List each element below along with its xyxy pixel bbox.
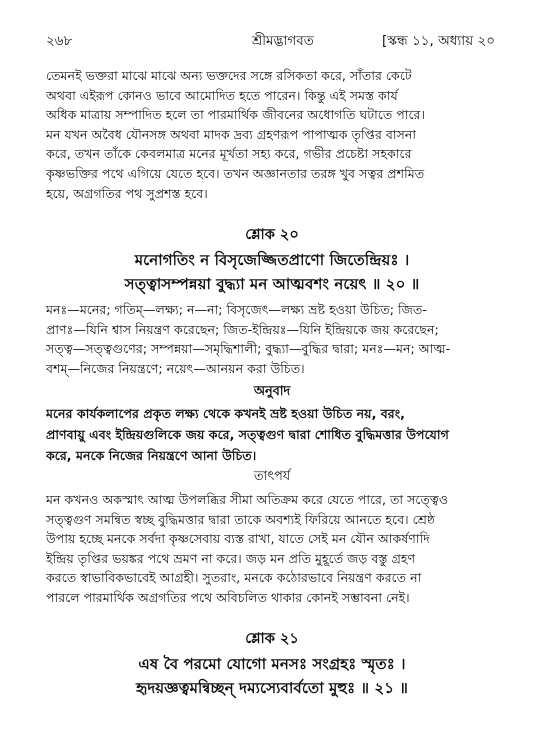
purport-line: সত্ত্বগুণ সমন্বিত স্বচ্ছ বুদ্ধিমত্তার দ্বারা তাকে অবশ্যই ফিরিয়ে আনতে হবে। শ্রেষ্ঠ	[46, 511, 436, 527]
text-line: করে, তখন তাঁকে কেবলমাত্র মনের মূর্খতা সহ্য করে, গভীর প্রচেষ্টা সহকারে	[46, 146, 412, 162]
translation-line: মনের কার্যকলাপের প্রকৃত লক্ষ্য থেকে কখনই ভ্রষ্ট হওয়া উচিত নয়, বরং,	[46, 406, 405, 421]
verse-line: সত্ত্বাসম্পন্নয়া বুদ্ধ্যা মন আত্মবশং নয়েৎ ॥ ২০ ॥	[124, 275, 420, 293]
translation-paragraph	[46, 403, 498, 466]
page-number: ২৬৮	[46, 33, 73, 49]
text-line: মন যখন অবৈধ যৌনসঙ্গ অথবা মাদক দ্রব্য গ্রহণরূপ পাপাত্মক তৃপ্তির বাসনা	[46, 126, 417, 142]
text-line: অধিক মাত্রায় সম্পাদিত হলে তা পারমার্থিক জীবনের অধোগতি ঘটাতে পারে।	[46, 107, 425, 123]
synonym-line: মনঃ—মনের; গতিম্—লক্ষ্য; ন—না; বিসৃজেৎ—লক্ষ্য ভ্রষ্ট হওয়া উচিত; জিত-	[46, 302, 427, 317]
translation-line: করে, মনকে নিজের নিয়ন্ত্রণে আনা উচিত।	[46, 448, 257, 463]
shloka-20-verse	[46, 248, 498, 296]
purport-heading: তাৎপর্য	[253, 469, 291, 484]
translation-heading: অনুবাদ	[253, 384, 291, 399]
shloka-20-heading: শ্লোক ২০	[245, 227, 299, 243]
intro-paragraph	[46, 66, 498, 203]
book-title: শ্রীমদ্ভাগবত	[252, 33, 314, 49]
verse-line: হৃদয়জ্ঞত্বমন্বিচ্ছন্ দম্যস্যেবার্বতো মুহুঃ ॥ ২১ ॥	[135, 679, 409, 697]
verse-line: মনোগতিং ন বিসৃজেজ্জিতপ্রাণো জিতেন্দ্রিয়ঃ ।	[134, 251, 410, 269]
purport-line: ইন্দ্রিয় তৃপ্তির ভয়ঙ্কর পথে ভ্রমণ না করে। জড় মন প্রতি মুহূর্তে জড় বস্তু গ্রহণ	[46, 550, 416, 566]
purport-paragraph	[46, 490, 498, 608]
shloka-21-verse	[46, 652, 498, 700]
purport-line: উপায় হচ্ছে মনকে সর্বদা কৃষ্ণসেবায় ব্যস্ত রাখা, যাতে সেই মন যৌন আকর্ষণাদি	[46, 531, 430, 547]
synonym-line: বশম্—নিজের নিয়ন্ত্রণে; নয়েৎ—আনয়ন করা উচিত।	[46, 360, 305, 376]
verse-line: এষ বৈ পরমো যোগো মনসঃ সংগ্রহঃ স্মৃতঃ ।	[138, 655, 406, 673]
text-line: তেমনই ভক্তরা মাঝে মাঝে অন্য ভক্তদের সঙ্গে রসিকতা করে, সাঁতার কেটে	[46, 68, 412, 83]
synonyms-paragraph	[46, 300, 498, 378]
synonym-line: সত্ত্ব—সত্ত্বগুণের; সম্পন্নয়া—সমৃদ্ধিশালী; বুদ্ধ্যা—বুদ্ধির দ্বারা; মনঃ—মন; আত্ম-	[46, 341, 451, 357]
page-header	[46, 30, 495, 52]
text-line: হয়ে, অগ্রগতির পথ সুপ্রশস্ত হবে।	[46, 185, 208, 201]
chapter-reference: [স্কন্ধ ১১, অধ্যায় ২০	[382, 33, 495, 49]
purport-line: মন কখনও অকস্মাৎ আত্ম উপলব্ধির সীমা অতিক্রম করে যেতে পারে, তা সত্ত্বেও	[46, 492, 449, 507]
text-line: কৃষ্ণভক্তির পথে এগিয়ে যেতে হবে। তখন অজ্ঞানতার তরঙ্গ খুব সত্বর প্রশমিত	[46, 165, 425, 181]
purport-line: পারলে পারমার্থিক অগ্রগতির পথে অবিচলিত থাকার কোনই সম্ভাবনা নেই।	[46, 589, 410, 605]
synonym-line: প্রাণঃ—যিনি শ্বাস নিয়ন্ত্রণ করেছেন; জিত-ইন্দ্রিয়ঃ—যিনি ইন্দ্রিয়কে জয় করেছেন;	[46, 321, 439, 337]
purport-line: করতে স্বাভাবিকভাবেই আগ্রহী। সুতরাং, মনকে কঠোরভাবে নিয়ন্ত্রণ করতে না	[46, 570, 422, 586]
translation-line: প্রাণবায়ু এবং ইন্দ্রিয়গুলিকে জয় করে, সত্ত্বগুণ দ্বারা শোধিত বুদ্ধিমত্তার উপযোগ	[46, 427, 449, 442]
shloka-21-heading: শ্লোক ২১	[245, 631, 299, 647]
text-line: অথবা এইরূপ কোনও ভাবে আমোদিত হতে পারেন। কিন্তু এই সমস্ত কার্য	[46, 87, 398, 103]
